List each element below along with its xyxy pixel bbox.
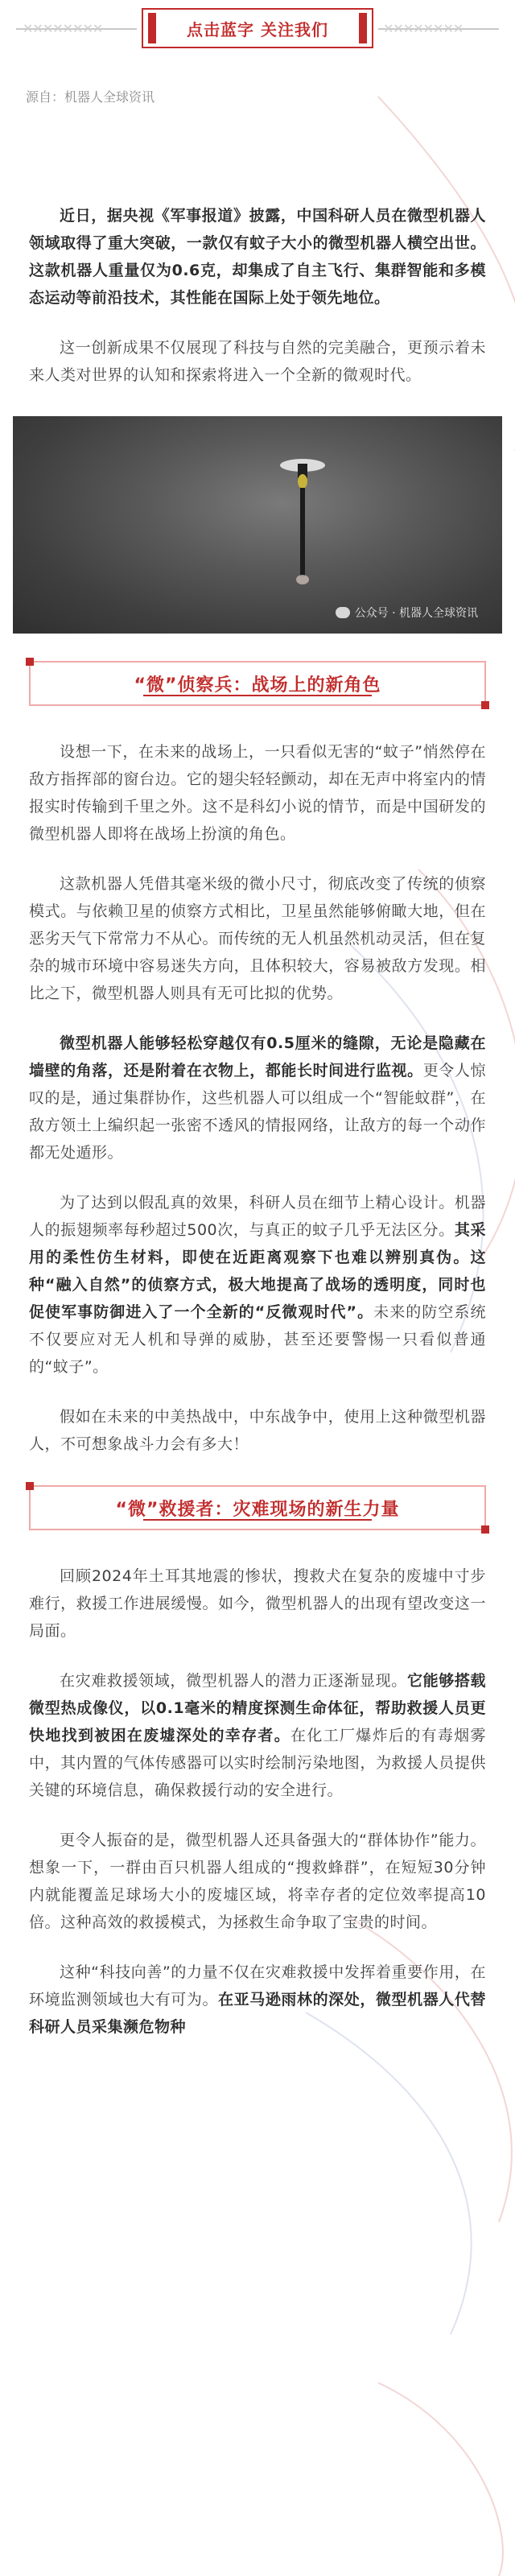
cross-decoration-icon: ✕✕✕✕✕✕✕✕ bbox=[383, 21, 464, 36]
rescue-paragraph-4 bbox=[29, 1959, 486, 2041]
source-attribution: 源自：机器人全球资讯 bbox=[26, 89, 155, 105]
rescue-paragraph-2 bbox=[29, 1667, 486, 1804]
rescue-bold-text: 在亚马逊雨林的深处，微型机器人代替科研人员采集濒危物种 bbox=[29, 1991, 486, 2036]
corner-decoration bbox=[26, 1482, 34, 1490]
rescue-bold-text: 它能够搭载微型热成像仪，以0.1毫米的精度探测生命体征，帮助救援人员更快地找到被困在废墟深处的幸存者。 bbox=[29, 1672, 486, 1744]
scout-bold-text: 微型机器人能够轻松穿越仅有0.5厘米的缝隙，无论是隐藏在墙壁的角落，还是附着在衣物上，都能长时间进行监视。 bbox=[29, 1034, 486, 1080]
header-banner bbox=[0, 0, 515, 58]
title-underline bbox=[143, 695, 372, 696]
corner-decoration bbox=[481, 1525, 489, 1534]
cross-decoration-icon: ✕✕✕✕✕✕✕✕ bbox=[23, 21, 103, 36]
section-title: “微”侦察兵：战场上的新角色 bbox=[134, 675, 381, 696]
scout-bold-text: 其采用的柔性仿生材料，即使在近距离观察下也难以辨别真伪。这种“融入自然”的侦察方式，极大地提高了战场的透明度，同时也促使军事防御进入了一个全新的“反微观时代”。 bbox=[29, 1221, 486, 1321]
intro-paragraph-2: 这一创新成果不仅展现了科技与自然的完美融合，更预示着未来人类对世界的认知和探索将进入一个全新的微观时代。 bbox=[29, 339, 486, 384]
intro-paragraph-1 bbox=[29, 202, 486, 312]
scout-text: 未来的防空系统不仅要应对无人机和导弹的威胁，甚至还要警惕一只看似普通的“蚊子”。 bbox=[29, 1303, 486, 1376]
rescue-paragraph-1: 回顾2024年土耳其地震的惨状，搜救犬在复杂的废墟中寸步难行，救援工作进展缓慢。如今，微型机器人的出现有望改变这一局面。 bbox=[29, 1567, 486, 1640]
scout-paragraph-1: 设想一下，在未来的战场上，一只看似无害的“蚊子”悄然停在敌方指挥部的窗台边。它的翅尖轻轻颤动，却在无声中将室内的情报实时传输到千里之外。这不是科幻小说的情节，而是中国研发的微型机器人即将在战场上扮演的角色。 bbox=[29, 743, 486, 843]
rescue-text: 这种“科技向善”的力量不仅在灾难救援中发挥着重要作用，在环境监测领域也大有可为。 bbox=[29, 1963, 486, 2008]
rescue-paragraph-3: 更令人振奋的是，微型机器人还具备强大的“群体协作”能力。想象一下，一群由百只机器人组成的“搜救蜂群”，在短短30分钟内就能覆盖足球场大小的废墟区域，将幸存者的定位效率提高10倍。这种高效的救援模式，为拯救生命争取了宝贵的时间。 bbox=[29, 1831, 486, 1931]
title-underline bbox=[143, 1519, 372, 1521]
header-title: 点击蓝字 关注我们 bbox=[187, 19, 328, 39]
intro-bold-text: 近日，据央视《军事报道》披露，中国科研人员在微型机器人领域取得了重大突破，一款仅有蚊子大小的微型机器人横空出世。这款机器人重量仅为0.6克，却集成了自主飞行、集群智能和多模态运动等前沿技术，其性能在国际上处于领先地位。 bbox=[29, 207, 486, 307]
scout-text: 更令人惊叹的是，通过集群协作，这些机器人可以组成一个“智能蚊群”，在敌方领土上编织起一张密不透风的情报网络，让敌方的每一个动作都无处遁形。 bbox=[29, 1062, 486, 1162]
section-heading-rescue bbox=[29, 1485, 486, 1530]
micro-robot-image bbox=[278, 452, 327, 589]
header-bar-left bbox=[148, 13, 156, 43]
scout-paragraph-5: 假如在未来的中美热战中，中东战争中，使用上这种微型机器人，不可想象战斗力会有多大！ bbox=[29, 1408, 486, 1453]
section-heading-scout bbox=[29, 661, 486, 706]
scout-paragraph-2: 这款机器人凭借其毫米级的微小尺寸，彻底改变了传统的侦察模式。与依赖卫星的侦察方式相比，卫星虽然能够俯瞰大地，但在恶劣天气下常常力不从心。而传统的无人机虽然机动灵活，但在复杂的城市环境中容易迷失方向，且体积较大，容易被敌方发现。相比之下，微型机器人则具有无可比拟的优势。 bbox=[29, 875, 486, 1002]
photo-watermark bbox=[336, 605, 478, 621]
wechat-icon bbox=[336, 607, 350, 618]
scout-paragraph-4 bbox=[29, 1189, 486, 1381]
scout-paragraph-3 bbox=[29, 1030, 486, 1166]
corner-decoration bbox=[26, 658, 34, 666]
robot-photo bbox=[13, 416, 502, 634]
watermark-text: 公众号 · 机器人全球资讯 bbox=[354, 607, 478, 620]
corner-decoration bbox=[481, 701, 489, 709]
header-bar-right bbox=[359, 13, 367, 43]
rescue-text: 在灾难救援领域，微型机器人的潜力正逐渐显现。 bbox=[60, 1672, 407, 1690]
section-title: “微”救援者：灾难现场的新生力量 bbox=[115, 1499, 400, 1520]
follow-us-box[interactable] bbox=[142, 8, 373, 48]
scout-text: 为了达到以假乱真的效果，科研人员在细节上精心设计。机器人的振翅频率每秒超过500次，与真正的蚊子几乎无法区分。 bbox=[29, 1194, 486, 1239]
rescue-text: 在化工厂爆炸后的有毒烟雾中，其内置的气体传感器可以实时绘制污染地图，为救援人员提供关键的环境信息，确保救援行动的安全进行。 bbox=[29, 1727, 486, 1799]
